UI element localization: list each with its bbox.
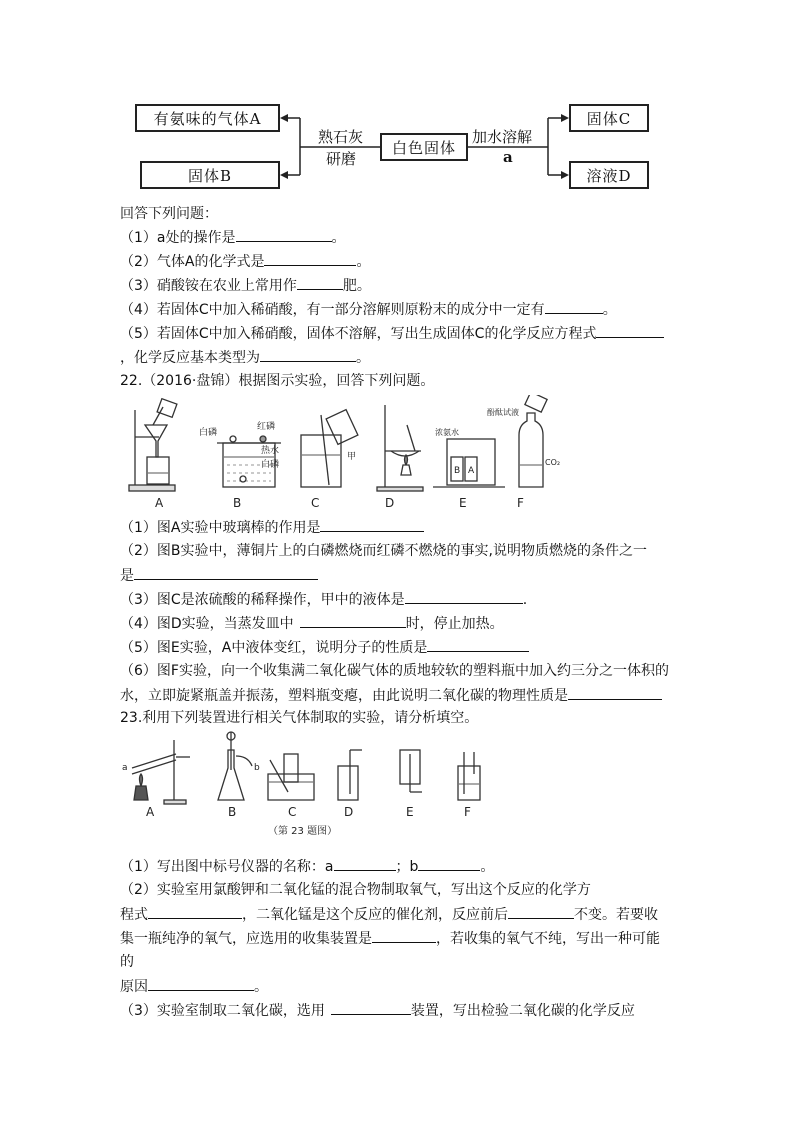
- q21-p3-text: （3）硝酸铵在农业上常用作: [120, 278, 297, 294]
- q22-p5-text: （5）图E实验，A中液体变红，说明分子的性质是: [120, 640, 428, 656]
- q22-p6b-blank[interactable]: [568, 685, 662, 700]
- q23-part2c: [120, 928, 660, 949]
- q23-part2d: 的: [120, 954, 134, 970]
- q21-part4: [120, 299, 617, 320]
- q23-p2c-end: ，若收集的氧气不纯，写出一种可能: [436, 931, 660, 947]
- box-solid-b: 固体B: [140, 161, 280, 189]
- label-step-a: a: [503, 148, 513, 166]
- fig-e-label-b: B: [454, 466, 461, 476]
- q21-p4-blank[interactable]: [545, 299, 603, 314]
- q21-p5-text: （5）若固体C中加入稀硝酸，固体不溶解，写出生成固体C的化学反应方程式: [120, 326, 597, 342]
- fig-d-evaporation: [377, 405, 423, 491]
- fig23-label-b: B: [228, 805, 237, 819]
- fig23-a-heating-apparatus: [132, 740, 190, 804]
- q21-part3: [120, 275, 371, 296]
- fig23-label-e: E: [406, 805, 414, 819]
- q22-p2b-text: 是: [120, 568, 134, 584]
- fig-e-label-phenolphthalein: 酚酞试液: [487, 408, 519, 417]
- q22-part5: [120, 637, 529, 658]
- q23-p1-mid: ；b: [395, 859, 419, 875]
- q23-p1-blank-b[interactable]: [418, 856, 480, 871]
- fig23-f-bottle: [458, 752, 480, 800]
- q21-intro: 回答下列问题：: [120, 206, 218, 222]
- q23-part3: [120, 1000, 635, 1021]
- q23-p3-text: （3）实验室制取二氧化碳，选用: [120, 1003, 325, 1019]
- fig23-label-c: C: [288, 805, 297, 819]
- box-solid-c: 固体C: [569, 104, 649, 132]
- q23-p2b-blank-2[interactable]: [508, 904, 574, 919]
- q21-p3-end: 肥。: [342, 278, 371, 294]
- q21-p4-text: （4）若固体C中加入稀硝酸，有一部分溶解则原粉末的成分中一定有: [120, 302, 545, 318]
- q22-p1-text: （1）图A实验中玻璃棒的作用是: [120, 520, 321, 536]
- q22-p3-blank[interactable]: [405, 589, 523, 604]
- fig-c-dilution: [301, 410, 358, 487]
- label-slaked-lime: 熟石灰: [318, 128, 364, 146]
- q23-p2b-start: 程式: [120, 907, 148, 923]
- q21-part5: [120, 323, 664, 344]
- flowchart-connectors: [0, 0, 794, 200]
- q23-part1: [120, 856, 494, 877]
- q23-p2c-blank[interactable]: [372, 928, 436, 943]
- q22-p2b-blank[interactable]: [134, 565, 318, 580]
- q23-p2b-mid: ，二氧化锰是这个反应的催化剂，反应前后: [242, 907, 508, 923]
- q23-p1-end: 。: [480, 859, 495, 875]
- fig-b-label-hot-water: 热水: [261, 446, 280, 456]
- fig22-label-c: C: [311, 496, 320, 510]
- q23-p2e-blank[interactable]: [148, 976, 254, 991]
- q22-p4-text: （4）图D实验，当蒸发皿中: [120, 616, 294, 632]
- fig-c-label-jia: 甲: [347, 452, 357, 462]
- q22-p3-text: （3）图C是浓硫酸的稀释操作，甲中的液体是: [120, 592, 405, 608]
- fig-b-label-white-phosphorus-2: 白磷: [261, 460, 280, 470]
- q22-part2: （2）图B实验中，薄铜片上的白磷燃烧而红磷不燃烧的事实,说明物质燃烧的条件之一: [120, 543, 647, 559]
- q23-part2e: [120, 976, 268, 997]
- q23-title: 23.利用下列装置进行相关气体制取的实验，请分析填空。: [120, 710, 479, 726]
- fig23-label-d: D: [344, 805, 354, 819]
- q22-part2b: [120, 565, 318, 586]
- q22-part6b: [120, 685, 662, 706]
- q22-title: 22.（2016·盘锦）根据图示实验，回答下列问题。: [120, 373, 435, 389]
- fig-f-co2-bottle: [519, 395, 547, 487]
- q23-part2: （2）实验室用氯酸钾和二氧化锰的混合物制取氧气，写出这个反应的化学方: [120, 882, 591, 898]
- q22-part4: [120, 613, 504, 634]
- flowchart: [0, 0, 794, 200]
- q21-p1-end: 。: [331, 230, 346, 246]
- fig23-c-water-trough: [268, 754, 314, 800]
- fig23-mark-a: a: [122, 763, 128, 773]
- fig-b-label-white-phosphorus: 白磷: [199, 428, 218, 438]
- q22-p3-end: .: [522, 592, 528, 608]
- q21-p3-blank[interactable]: [297, 275, 343, 290]
- q22-part1: [120, 517, 424, 538]
- q23-p2e-text: 原因: [120, 979, 148, 995]
- q21-p4-end: 。: [602, 302, 617, 318]
- label-dissolve: 加水溶解: [472, 128, 533, 146]
- q21-part1: [120, 227, 346, 248]
- fig-f-label-co2: CO₂: [545, 458, 561, 467]
- q23-p2b-end: 不变。若要收: [574, 907, 658, 923]
- q21-p2-end: 。: [356, 254, 371, 270]
- box-white-solid: 白色固体: [380, 133, 468, 161]
- fig-e-label-ammonia: 浓氨水: [435, 428, 459, 437]
- fig23-b-flask: [218, 732, 252, 800]
- q22-apparatus-figure: [115, 395, 575, 513]
- q21-p5-blank[interactable]: [596, 323, 664, 338]
- q23-p3-end: 装置，写出检验二氧化碳的化学反应: [410, 1003, 635, 1019]
- q22-part6: （6）图F实验，向一个收集满二氧化碳气体的质地较软的塑料瓶中加入约三分之一体积的: [120, 663, 669, 679]
- fig22-label-b: B: [233, 496, 242, 510]
- fig-e-label-a: A: [468, 466, 475, 476]
- box-solution-d: 溶液D: [569, 161, 649, 189]
- fig23-d-bottle: [338, 750, 362, 800]
- q21-p5b-text: ，化学反应基本类型为: [120, 350, 260, 366]
- q22-p4-end: 时，停止加热。: [405, 616, 504, 632]
- fig22-label-e: E: [459, 496, 467, 510]
- fig-b-label-red-phosphorus: 红磷: [257, 422, 276, 432]
- q21-p2-text: （2）气体A的化学式是: [120, 254, 265, 270]
- q22-p1-blank[interactable]: [320, 517, 424, 532]
- q22-p4-blank[interactable]: [300, 613, 406, 628]
- q21-p5b-end: 。: [356, 350, 370, 366]
- q23-p2b-blank-1[interactable]: [148, 904, 242, 919]
- q21-p5b-blank[interactable]: [260, 347, 356, 362]
- q23-apparatus-figure: [118, 730, 498, 840]
- fig23-label-a: A: [146, 805, 155, 819]
- q22-p6b-text: 水，立即旋紧瓶盖并振荡，塑料瓶变瘪，由此说明二氧化碳的物理性质是: [120, 688, 568, 704]
- fig23-label-f: F: [464, 805, 471, 819]
- fig23-caption: （第 23 题图）: [268, 826, 338, 837]
- fig23-mark-b: b: [254, 763, 260, 773]
- box-gas-a: 有氨味的气体A: [135, 104, 280, 132]
- q22-p5-blank[interactable]: [427, 637, 529, 652]
- fig-a-filtration: [129, 399, 177, 491]
- label-grind: 研磨: [326, 150, 357, 168]
- fig22-label-d: D: [385, 496, 395, 510]
- q23-p2e-end: 。: [254, 979, 268, 995]
- q23-part2b: [120, 904, 658, 925]
- q21-p2-blank[interactable]: [264, 251, 356, 266]
- q23-p3-blank[interactable]: [331, 1000, 411, 1015]
- fig22-label-a: A: [155, 496, 164, 510]
- q21-p1-text: （1）a处的操作是: [120, 230, 236, 246]
- q21-p1-blank[interactable]: [236, 227, 332, 242]
- q21-part5b: [120, 347, 370, 368]
- fig-e-ammonia: [433, 439, 505, 487]
- fig23-e-bottle: [400, 750, 422, 792]
- q22-part3: [120, 589, 527, 610]
- q23-p2c-text: 集一瓶纯净的氧气，应选用的收集装置是: [120, 931, 372, 947]
- q23-p1-text: （1）写出图中标号仪器的名称：a: [120, 859, 334, 875]
- fig22-label-f: F: [517, 496, 524, 510]
- q21-part2: [120, 251, 370, 272]
- q23-p1-blank-a[interactable]: [334, 856, 396, 871]
